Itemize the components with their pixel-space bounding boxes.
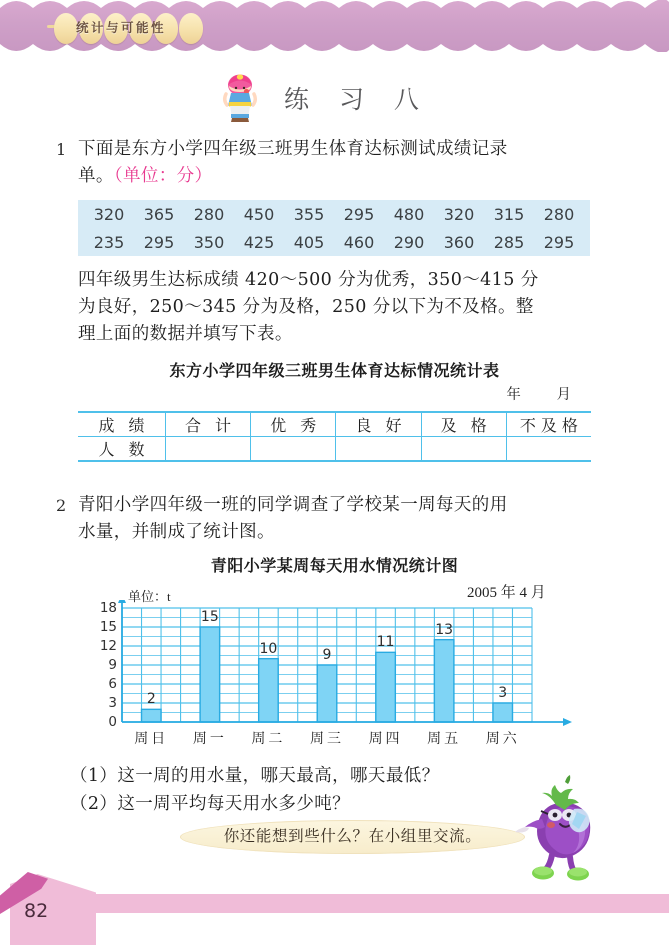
score-cell: 280	[543, 204, 575, 224]
x-axis-category-label: 周四	[368, 732, 403, 747]
y-axis-tick-label: 15	[99, 619, 117, 635]
bar-value-label: 9	[322, 647, 332, 663]
score-cell: 350	[193, 232, 225, 252]
header-banner	[0, 0, 669, 63]
y-axis-tick-label: 0	[108, 714, 117, 730]
table-header-cell: 优 秀	[251, 412, 336, 437]
table-row-label: 人 数	[78, 437, 165, 462]
bar-value-label: 13	[435, 621, 454, 638]
y-axis-tick-label: 9	[108, 657, 117, 673]
score-cell: 460	[343, 232, 375, 252]
score-cell: 295	[343, 204, 375, 224]
bar-value-label: 15	[200, 609, 219, 625]
page-title: 练 习 八	[284, 85, 430, 114]
exercise-1-prompt-line2	[78, 163, 212, 190]
exercise-1-prompt-line1: 下面是东方小学四年级三班男生体育达标测试成绩记录	[78, 139, 508, 159]
speech-bubble-text: 你还能想到些什么？在小组里交流。	[223, 828, 482, 845]
criteria-line-1: 四年级男生达标成绩 420～500 分为优秀，350～415 分	[78, 270, 539, 290]
exercise-2-question-1: （1）这一周的用水量，哪天最高，哪天最低？	[70, 766, 440, 786]
girl-mascot-icon	[218, 72, 264, 124]
exercise-2-number: 2	[56, 496, 67, 515]
score-data-strip	[78, 200, 590, 256]
y-axis-tick-label: 12	[99, 638, 117, 654]
x-axis-category-label: 周三	[310, 732, 344, 747]
chart-plot-area	[95, 600, 575, 745]
exercise-2-prompt-line1: 青阳小学四年级一班的同学调查了学校某一周每天的用	[78, 495, 508, 515]
table-answer-cell[interactable]	[251, 437, 336, 462]
score-cell: 295	[543, 232, 575, 252]
stats-table	[78, 411, 591, 462]
table-row	[78, 437, 591, 462]
footer-bar	[62, 894, 669, 913]
x-axis-category-label: 周五	[427, 732, 462, 747]
bar-value-label: 10	[259, 640, 278, 657]
x-axis-category-label: 周六	[485, 732, 520, 747]
table-header-cell: 及 格	[421, 412, 506, 437]
exercise-2-question-2: （2）这一周平均每天用水多少吨？	[70, 794, 351, 814]
score-cell: 315	[493, 204, 525, 224]
score-cell: 285	[493, 232, 525, 252]
score-cell: 290	[393, 232, 425, 252]
banner-wave-top	[0, 0, 669, 8]
score-cell: 425	[243, 232, 275, 252]
prompt-black-part: 单。	[78, 166, 114, 186]
stats-table-title: 东方小学四年级三班男生体育达标情况统计表	[169, 361, 500, 380]
unit-note: （单位：分）	[113, 166, 213, 186]
chart-unit-label: 单位：t	[128, 589, 171, 604]
score-cell: 405	[293, 232, 325, 252]
bar-value-label: 3	[498, 685, 508, 701]
table-header-cell: 不及格	[506, 412, 591, 437]
score-row-1	[78, 200, 590, 228]
score-cell: 320	[93, 204, 125, 224]
table-answer-cell[interactable]	[165, 437, 250, 462]
score-cell: 365	[143, 204, 175, 224]
table-answer-cell[interactable]	[506, 437, 591, 462]
score-cell: 450	[243, 204, 275, 224]
score-cell: 320	[443, 204, 475, 224]
score-cell: 480	[393, 204, 425, 224]
chart-title: 青阳小学某周每天用水情况统计图	[210, 556, 459, 575]
score-cell: 360	[443, 232, 475, 252]
bar-value-label: 2	[146, 691, 156, 708]
x-axis-category-label: 周二	[251, 732, 286, 747]
stats-table-date-label: 年 月	[506, 387, 587, 403]
unit-title: 统计与可能性	[75, 20, 166, 35]
eggplant-mascot-icon	[508, 775, 612, 883]
score-cell: 295	[143, 232, 175, 252]
score-cell: 355	[293, 204, 325, 224]
bar-value-label: 11	[376, 634, 395, 651]
x-axis-category-label: 周一	[192, 732, 227, 747]
score-row-2	[78, 228, 590, 256]
table-row-header	[78, 412, 591, 437]
table-answer-cell[interactable]	[336, 437, 421, 462]
exercise-1-number: 1	[56, 140, 67, 159]
exercise-title-row	[218, 72, 518, 124]
y-axis-tick-label: 3	[108, 695, 117, 711]
criteria-line-3: 理上面的数据并填写下表。	[78, 324, 293, 344]
banner-wave-bottom	[0, 44, 669, 58]
table-answer-cell[interactable]	[421, 437, 506, 462]
criteria-line-2: 为良好，250～345 分为及格，250 分以下为不及格。整	[78, 297, 534, 317]
table-header-cell: 成 绩	[78, 412, 165, 437]
exercise-2-prompt-line2: 水量，并制成了统计图。	[78, 522, 275, 542]
y-axis-tick-label: 6	[108, 676, 117, 692]
table-header-cell: 良 好	[336, 412, 421, 437]
chart-date-label: 2005 年 4 月	[467, 585, 546, 601]
score-cell: 235	[93, 232, 125, 252]
page-number: 82	[24, 900, 49, 922]
table-header-cell: 合 计	[165, 412, 250, 437]
y-axis-tick-label: 18	[99, 600, 117, 616]
score-cell: 280	[193, 204, 225, 224]
water-usage-bar-chart	[95, 600, 575, 745]
x-axis-category-label: 周日	[134, 732, 169, 747]
